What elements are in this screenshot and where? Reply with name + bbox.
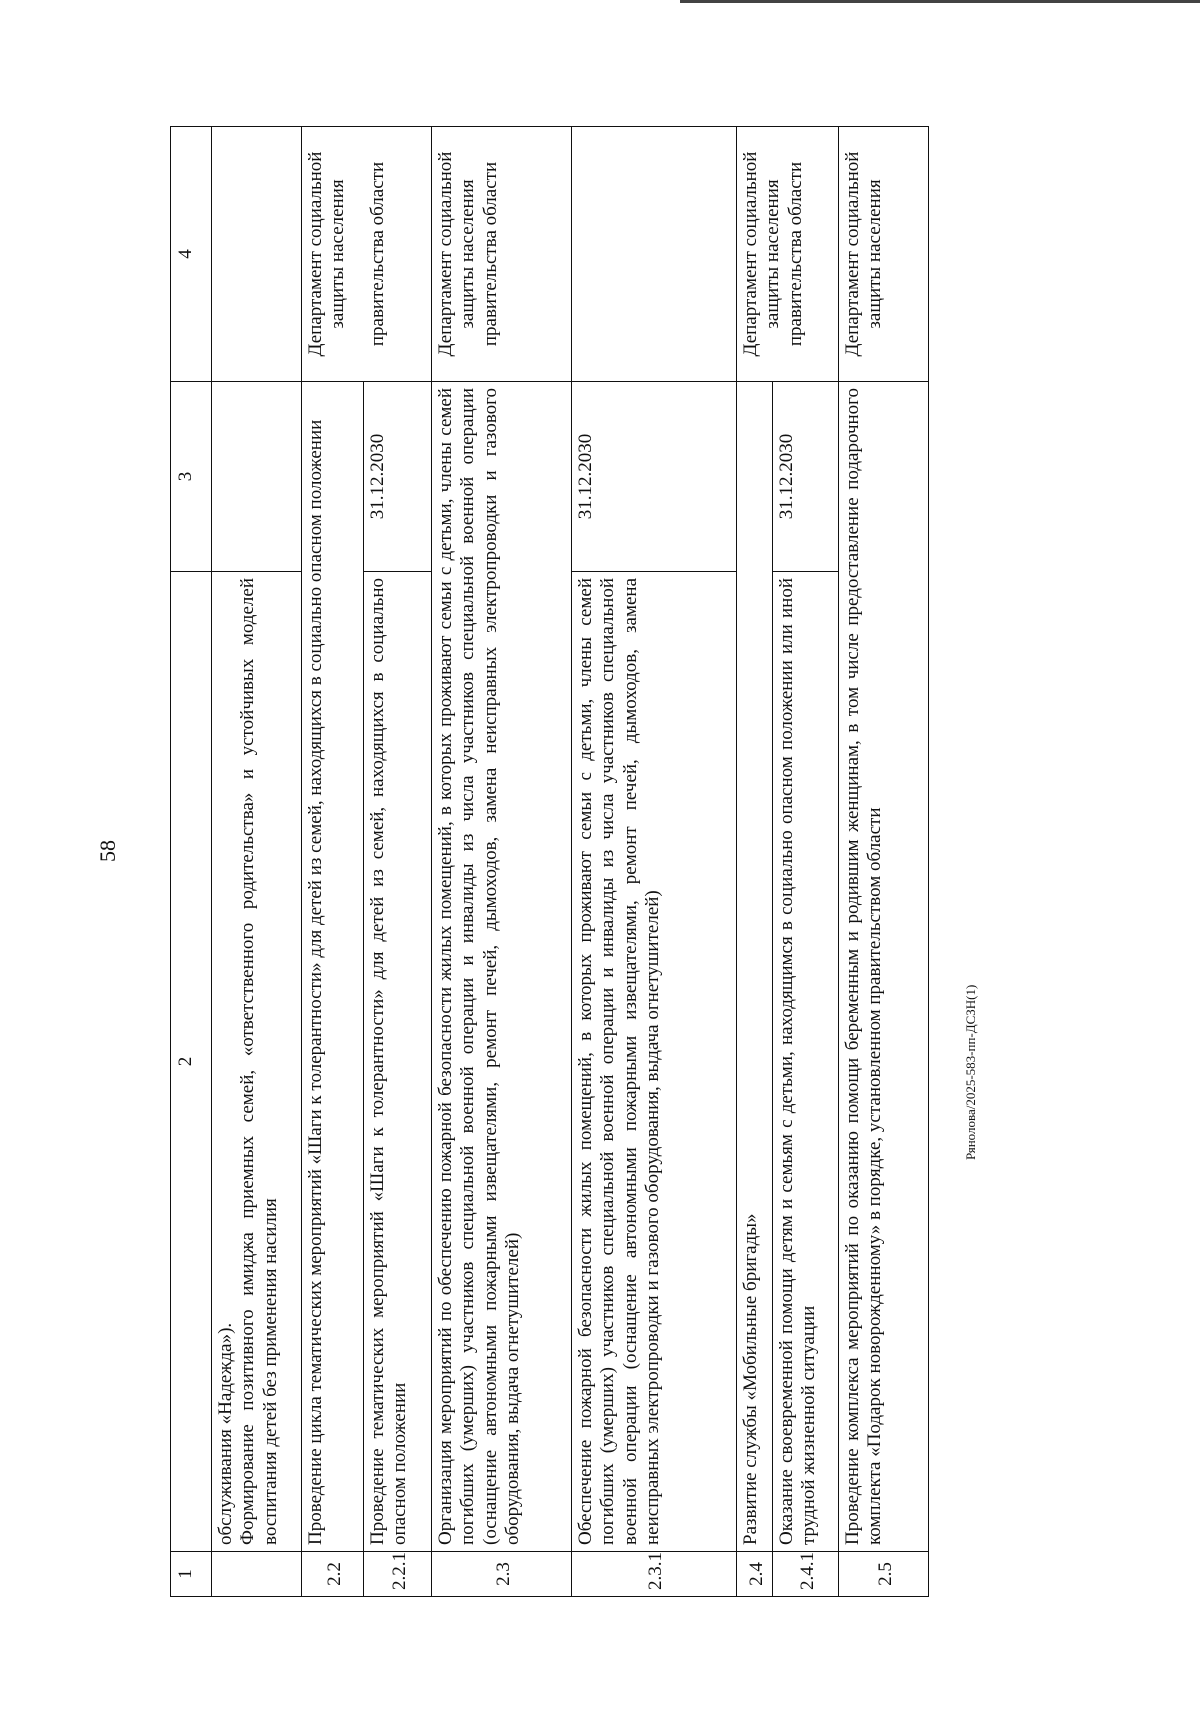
row-deadline: 31.12.2030 xyxy=(773,382,839,572)
row-department: Департамент социальной защиты населения правительства области xyxy=(737,127,839,382)
row-department xyxy=(212,127,302,382)
row-number: 2.3 xyxy=(432,1552,572,1597)
column-header: 4 xyxy=(171,127,212,382)
row-department: Департамент социальной защиты населения xyxy=(302,127,364,382)
table-row xyxy=(212,127,302,1597)
column-header: 1 xyxy=(171,1552,212,1597)
measures-table xyxy=(170,126,929,1597)
row-department: правительства области xyxy=(364,127,432,382)
row-description: Проведение тематических мероприятий «Шаги к толерантности» для детей из семей, находящихся в социально опасном положении xyxy=(364,572,432,1552)
row-description: Оказание своевременной помощи детям и семьям с детьми, находящимся в социально опасном положении или иной трудной жизненной ситуации xyxy=(773,572,839,1552)
table-row xyxy=(737,127,773,1597)
row-description: Развитие службы «Мобильные бригады» xyxy=(737,382,773,1552)
row-number xyxy=(212,1552,302,1597)
row-number: 2.3.1 xyxy=(572,1552,737,1597)
row-department: Департамент социальной защиты населения правительства области xyxy=(432,127,572,382)
row-deadline: 31.12.2030 xyxy=(364,382,432,572)
row-description: Проведение цикла тематических мероприятий «Шаги к толерантности» для детей из семей, находящихся в социально опасном положении xyxy=(302,382,364,1552)
row-number: 2.4 xyxy=(737,1552,773,1597)
row-deadline: 31.12.2030 xyxy=(572,382,737,572)
row-department xyxy=(572,127,737,382)
row-description: Организация мероприятий по обеспечению пожарной безопасности жилых помещений, в которых проживают семьи с детьми, члены семей погибших (умерших) участников специальной военной операции и инвалиды из числа участников специальной военной операции (оснащение автономными пожарными извещателями, ремонт печей, дымоходов, замена неисправных электропроводки и газового оборудования, выдача огнетушителей) xyxy=(432,382,572,1552)
table-row xyxy=(364,127,432,1597)
column-header: 3 xyxy=(171,382,212,572)
table-row xyxy=(839,127,929,1597)
row-description: Обеспечение пожарной безопасности жилых помещений, в которых проживают семьи с детьми, члены семей погибших (умерших) участников специальной военной операции и инвалиды из числа участников специальной военной операции (оснащение автономными пожарными извещателями, ремонт печей, дымоходов, замена неисправных электропроводки и газового оборудования, выдача огнетушителей) xyxy=(572,572,737,1552)
row-department: Департамент социальной защиты населения xyxy=(839,127,929,382)
row-number: 2.5 xyxy=(839,1552,929,1597)
table-row xyxy=(572,127,737,1597)
text-line: обслуживания «Надежда»). xyxy=(215,1322,236,1545)
row-description: Проведение комплекса мероприятий по оказанию помощи беременным и родившим женщинам, в том числе предоставление подарочного комплекта «Подарок новорожденному» в порядке, установленном правительством области xyxy=(839,382,929,1552)
table-header-row xyxy=(171,127,212,1597)
row-number: 2.2.1 xyxy=(364,1552,432,1597)
scan-edge-line xyxy=(680,0,1200,3)
column-header: 2 xyxy=(171,572,212,1552)
document-code: Рянолова/2025-583-пп-ДСЗН(1) xyxy=(963,984,978,1160)
table-row xyxy=(432,127,572,1597)
page-number: 58 xyxy=(95,840,120,862)
text-line: Формирование позитивного имиджа приемных семей, «ответственного родительства» и устойчивых моделей воспитания детей без применения насилия xyxy=(237,578,281,1545)
row-number: 2.2 xyxy=(302,1552,364,1597)
row-deadline xyxy=(212,382,302,572)
row-number: 2.4.1 xyxy=(773,1552,839,1597)
table-row xyxy=(302,127,364,1597)
row-description xyxy=(212,572,302,1552)
rotated-page-content xyxy=(170,127,920,1597)
